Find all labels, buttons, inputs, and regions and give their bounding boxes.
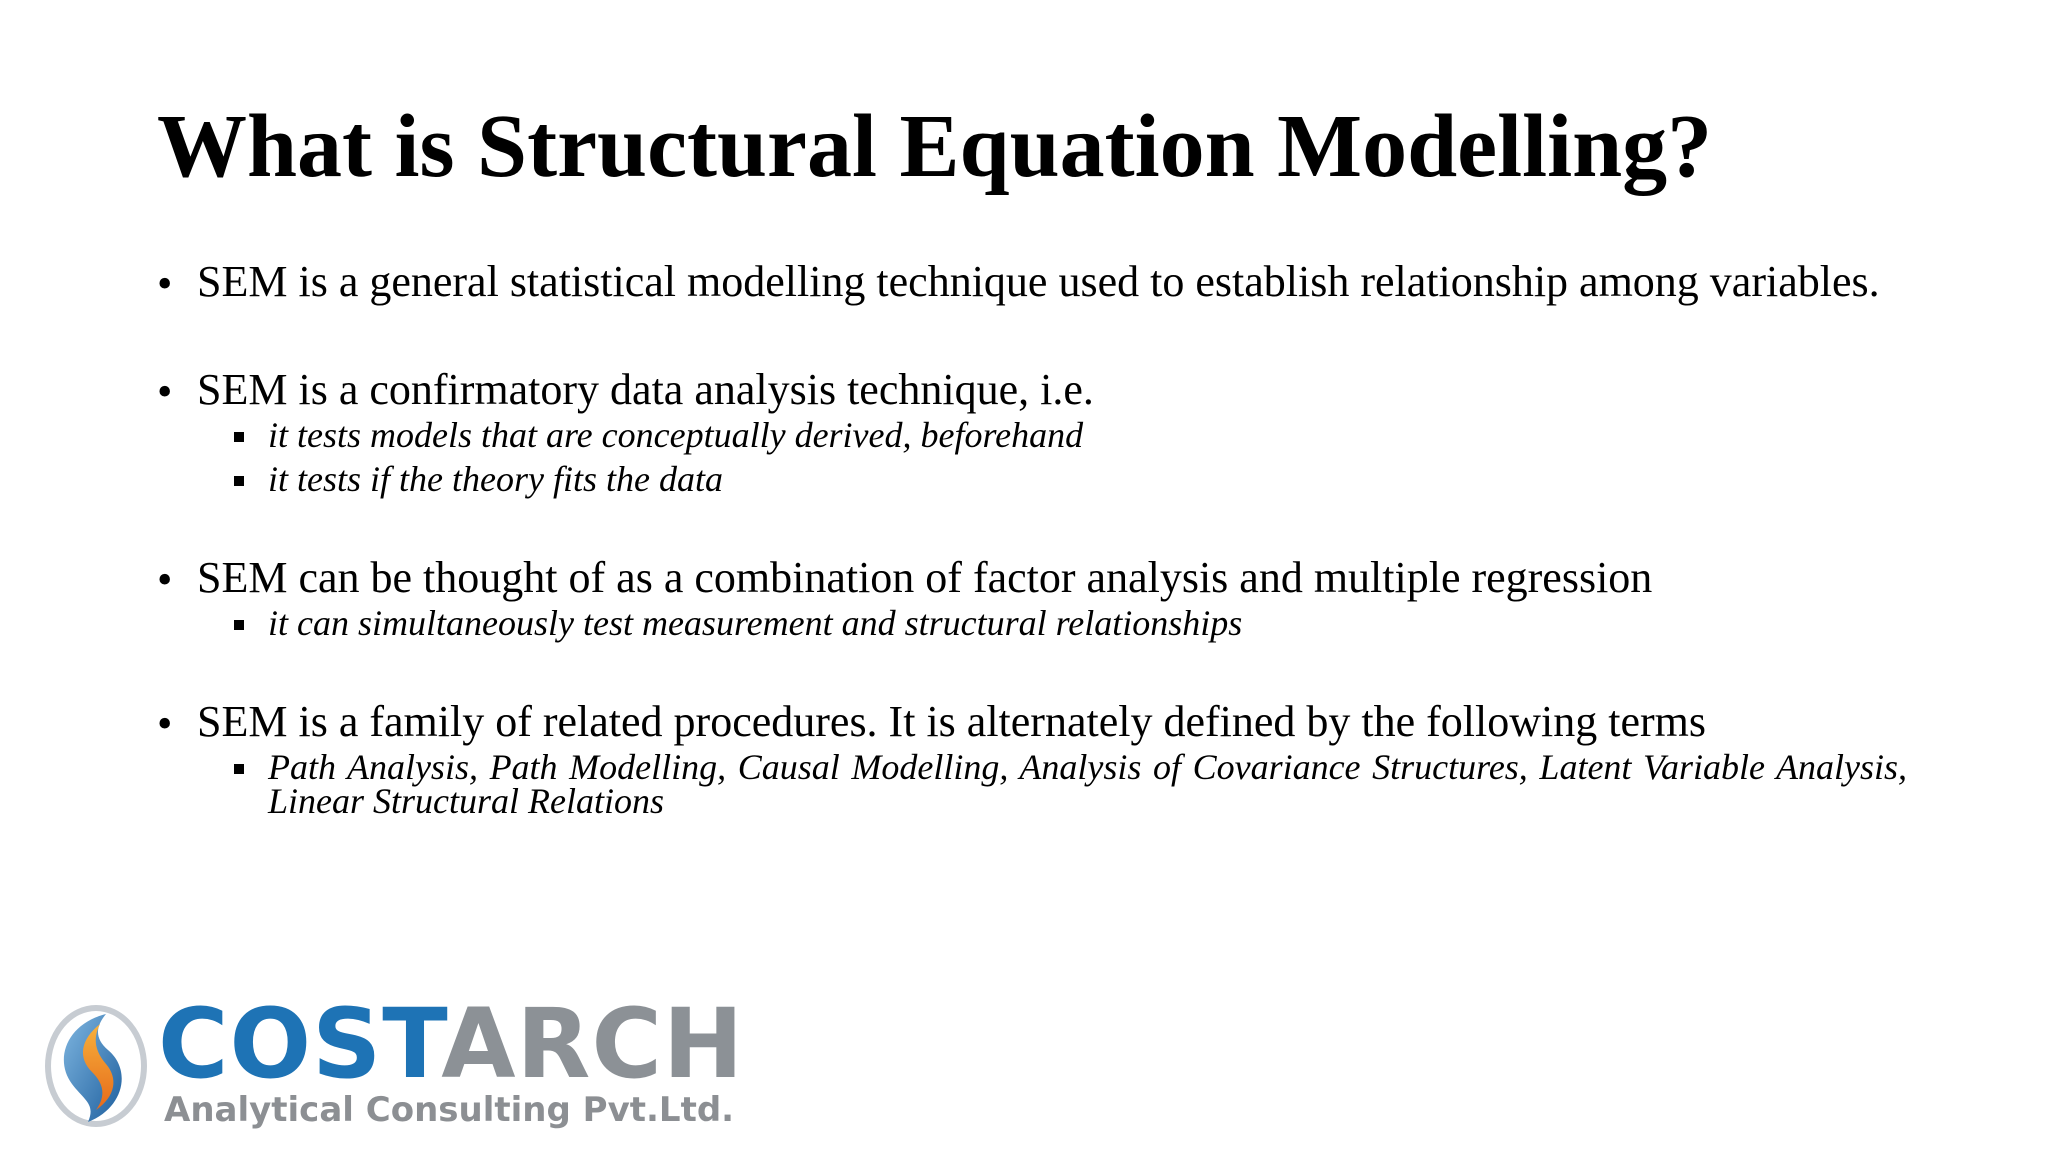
slide-title: What is Structural Equation Modelling?	[157, 97, 1713, 196]
square-bullet-icon	[234, 764, 244, 774]
bullet-item	[157, 553, 1907, 643]
sub-bullet-item	[232, 459, 1907, 499]
square-bullet-icon	[234, 476, 244, 486]
sub-bullet-item	[232, 603, 1907, 643]
bullet-text: SEM can be thought of as a combination of factor analysis and multiple regression	[197, 553, 1653, 602]
bullet-dot-icon: •	[157, 367, 173, 416]
square-bullet-icon	[234, 432, 244, 442]
bullet-item	[157, 365, 1907, 499]
logo-name	[158, 988, 745, 1100]
sub-bullet-text: it can simultaneously test measurement and structural relationships	[268, 603, 1243, 643]
sub-bullet-text: it tests models that are conceptually derived, beforehand	[268, 415, 1084, 455]
logo-tagline: Analytical Consulting Pvt.Ltd.	[164, 1090, 735, 1130]
bullet-text: SEM is a family of related procedures. It is alternately defined by the following terms	[197, 697, 1706, 746]
sub-bullet-text: it tests if the theory fits the data	[268, 459, 723, 499]
logo-name-part1: COST	[158, 988, 442, 1100]
bullet-dot-icon: •	[157, 555, 173, 604]
logo-name-part2: ARCH	[441, 988, 745, 1100]
costarch-swirl-icon	[36, 1000, 156, 1130]
sub-bullet-list	[197, 747, 1907, 821]
sub-bullet-text: Path Analysis, Path Modelling, Causal Modelling, Analysis of Covariance Structures, Latent Variable Analysis, Linear Structural Relations	[268, 747, 1907, 821]
bullet-item	[157, 697, 1907, 821]
bullet-dot-icon: •	[157, 259, 173, 308]
company-logo	[36, 988, 745, 1140]
bullet-text: SEM is a confirmatory data analysis technique, i.e.	[197, 365, 1094, 414]
sub-bullet-list	[197, 603, 1907, 643]
sub-bullet-item	[232, 415, 1907, 455]
bullet-text: SEM is a general statistical modelling technique used to establish relationship among variables.	[197, 257, 1880, 306]
square-bullet-icon	[234, 620, 244, 630]
bullet-dot-icon: •	[157, 699, 173, 748]
bullet-list	[157, 257, 1907, 828]
sub-bullet-list	[197, 415, 1907, 499]
sub-bullet-item	[232, 747, 1907, 821]
bullet-item	[157, 257, 1907, 308]
